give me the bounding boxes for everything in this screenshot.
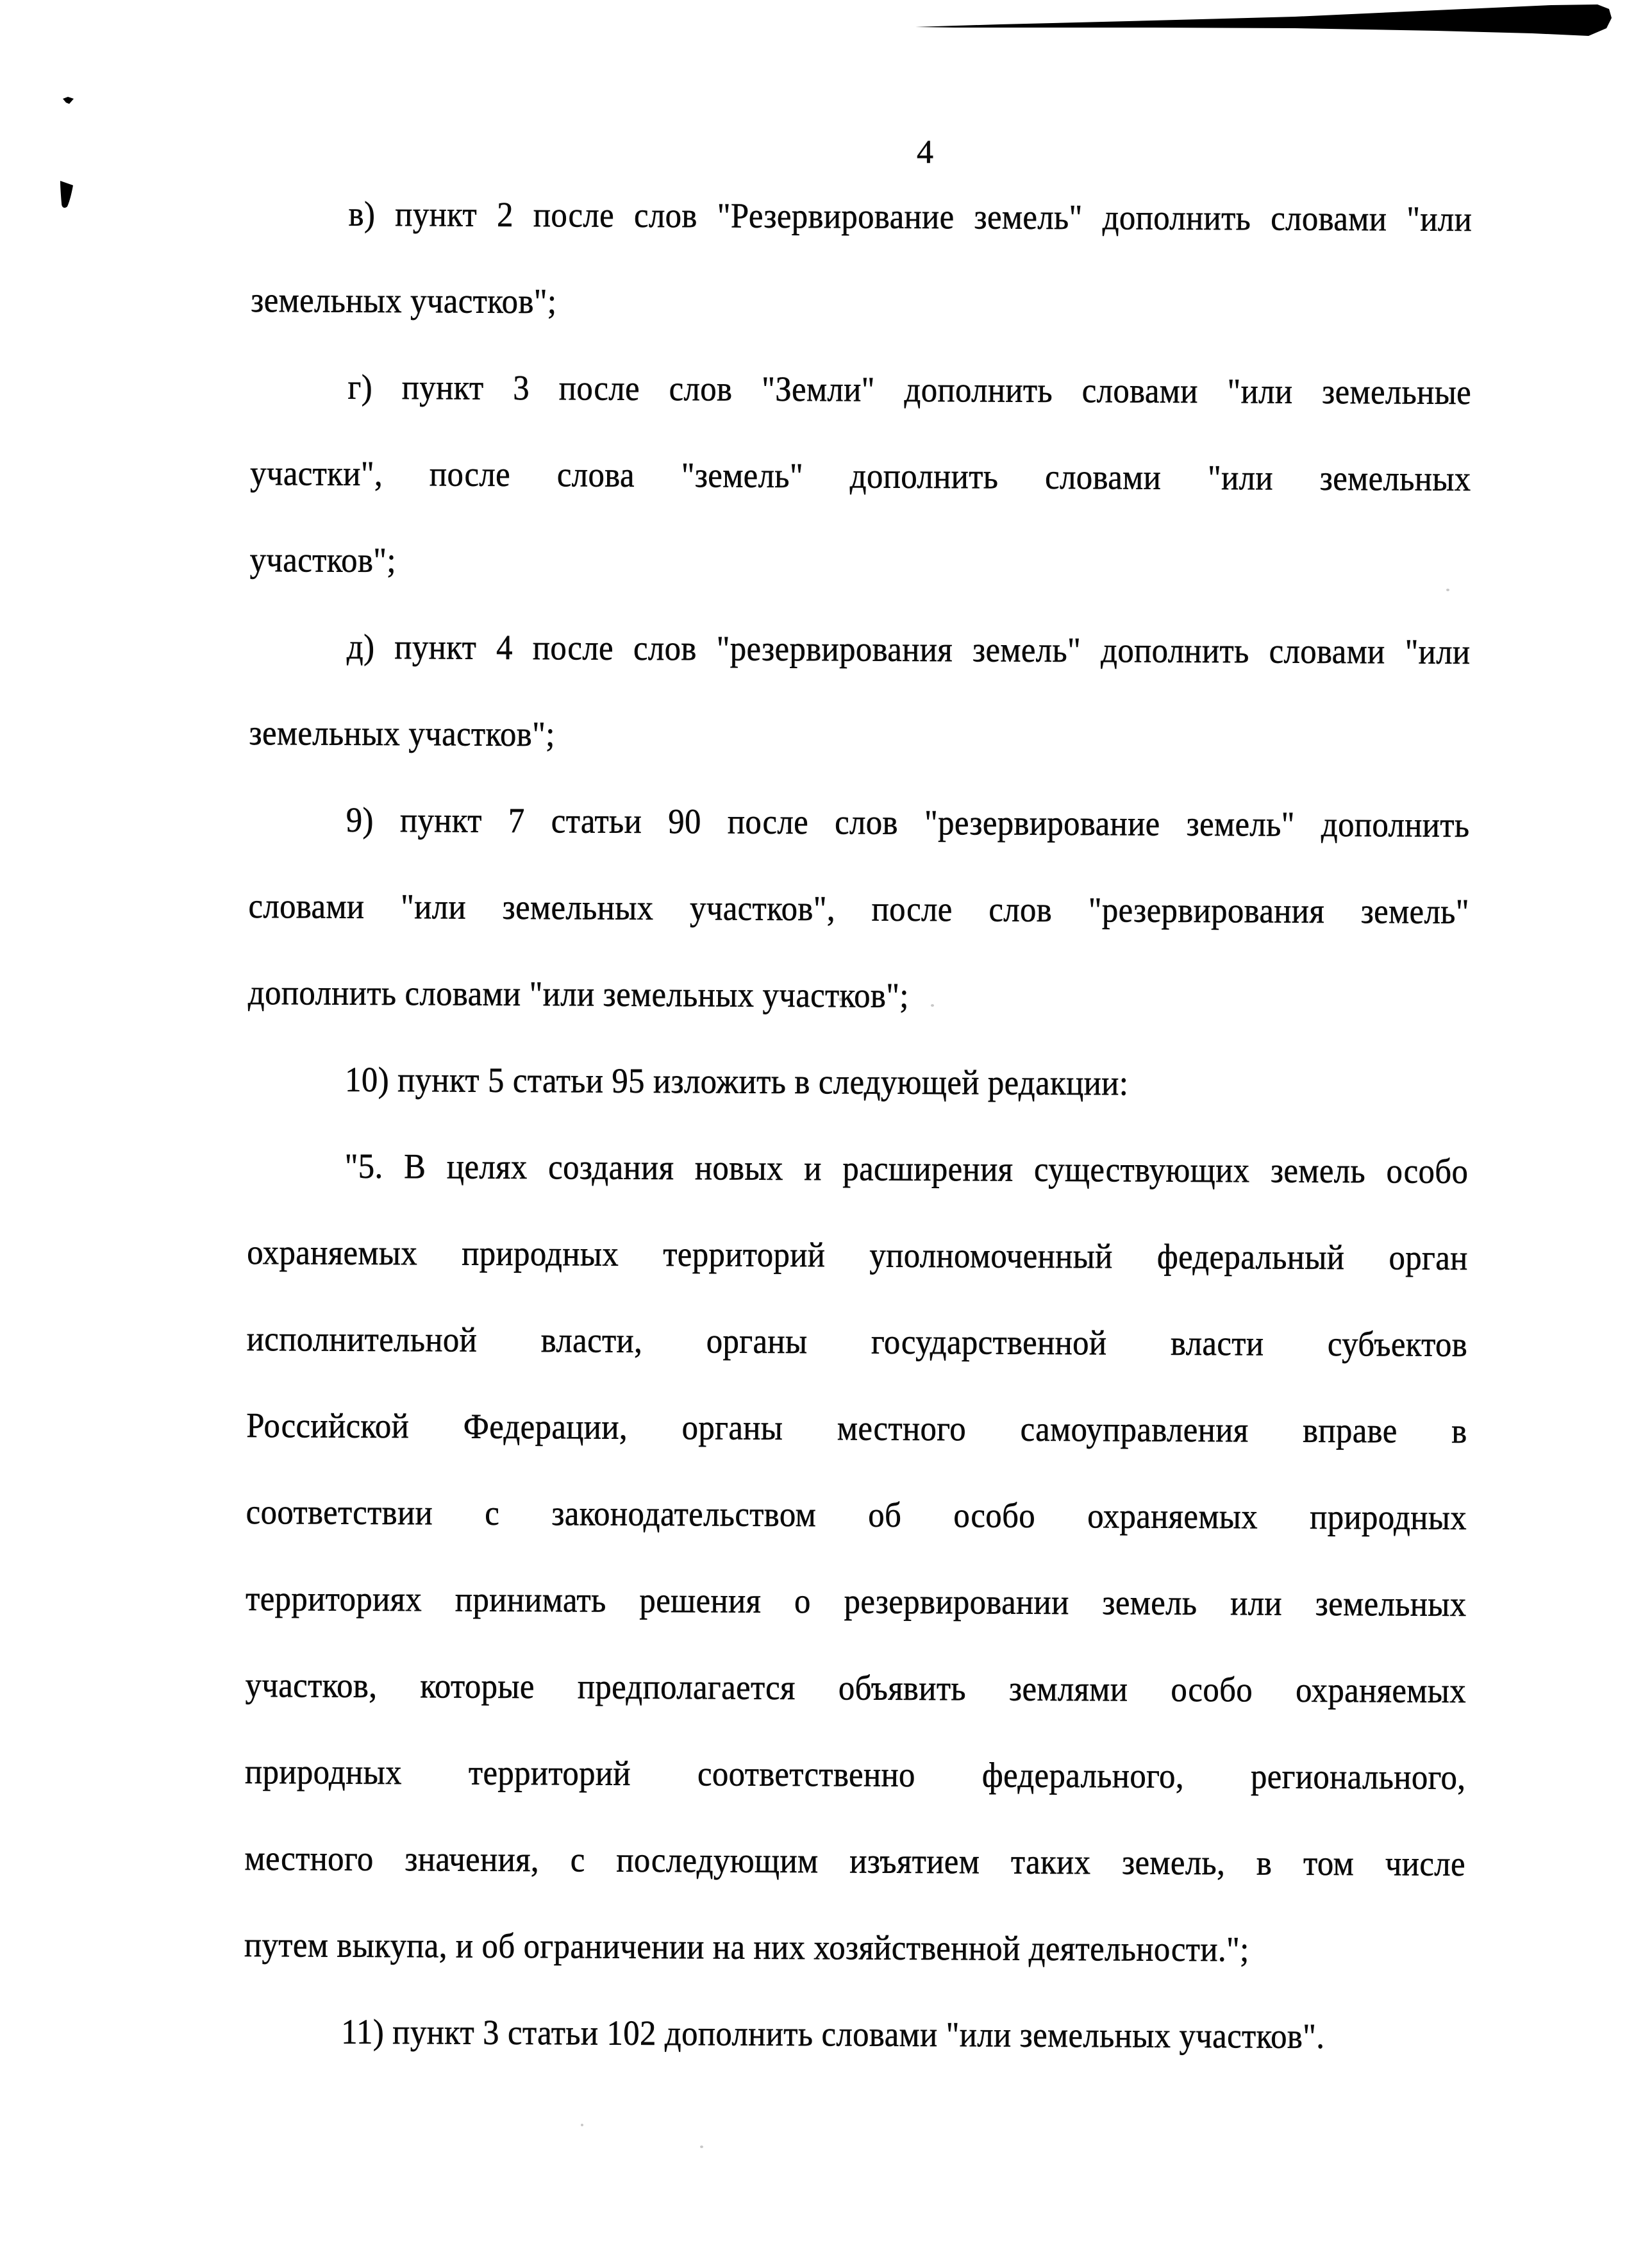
text-line: местного значения, с последующим изъятием таких земель, в том числе: [244, 1838, 1466, 1884]
page-number: 4: [917, 134, 933, 171]
text-line: в) пункт 2 после слов "Резервирование земель" дополнить словами "или: [348, 194, 1473, 239]
text-line: участков, которые предполагается объявить землями особо охраняемых: [245, 1665, 1467, 1711]
text-line: 11) пункт 3 статьи 102 дополнить словами "или земельных участков".: [341, 2012, 1325, 2056]
text-line: земельных участков";: [249, 712, 555, 754]
text-line: дополнить словами "или земельных участков";: [247, 972, 910, 1015]
text-line: участки", после слова "земель" дополнить словами "или земельных: [250, 453, 1471, 499]
text-line: территориях принимать решения о резервировании земель или земельных: [246, 1578, 1467, 1624]
text-line: "5. В целях создания новых и расширения существующих земель особо: [344, 1146, 1469, 1191]
text-line: Российской Федерации, органы местного самоуправления вправе в: [246, 1405, 1467, 1451]
scan-dot-artifact: [59, 95, 78, 112]
text-line: участков";: [249, 539, 397, 580]
text-line: путем выкупа, и об ограничении на них хозяйственной деятельности.";: [244, 1924, 1249, 1969]
text-line: земельных участков";: [251, 280, 557, 321]
text-line: природных территорий соответственно федерального, регионального,: [244, 1751, 1466, 1797]
text-line: охраняемых природных территорий уполномоченный федеральный орган: [247, 1232, 1468, 1278]
text-line: словами "или земельных участков", после слов "резервирования земель": [248, 886, 1470, 932]
text-line: исполнительной власти, органы государственной власти субъектов: [246, 1318, 1468, 1365]
text-line: 9) пункт 7 статьи 90 после слов "резервирование земель" дополнить: [346, 800, 1470, 845]
scan-speck: [581, 2124, 583, 2126]
text-line: г) пункт 3 после слов "Земли" дополнить словами "или земельные: [347, 367, 1472, 412]
scan-speck: [700, 2146, 703, 2148]
scan-blob-artifact: [55, 180, 77, 210]
text-line: соответствии с законодательством об особо охраняемых природных: [246, 1491, 1467, 1538]
scan-streak-artifact: [885, 0, 1627, 51]
text-line: д) пункт 4 после слов "резервирования земель" дополнить словами "или: [346, 626, 1471, 672]
text-line: 10) пункт 5 статьи 95 изложить в следующей редакции:: [345, 1059, 1129, 1103]
document-body: [244, 192, 1472, 2103]
